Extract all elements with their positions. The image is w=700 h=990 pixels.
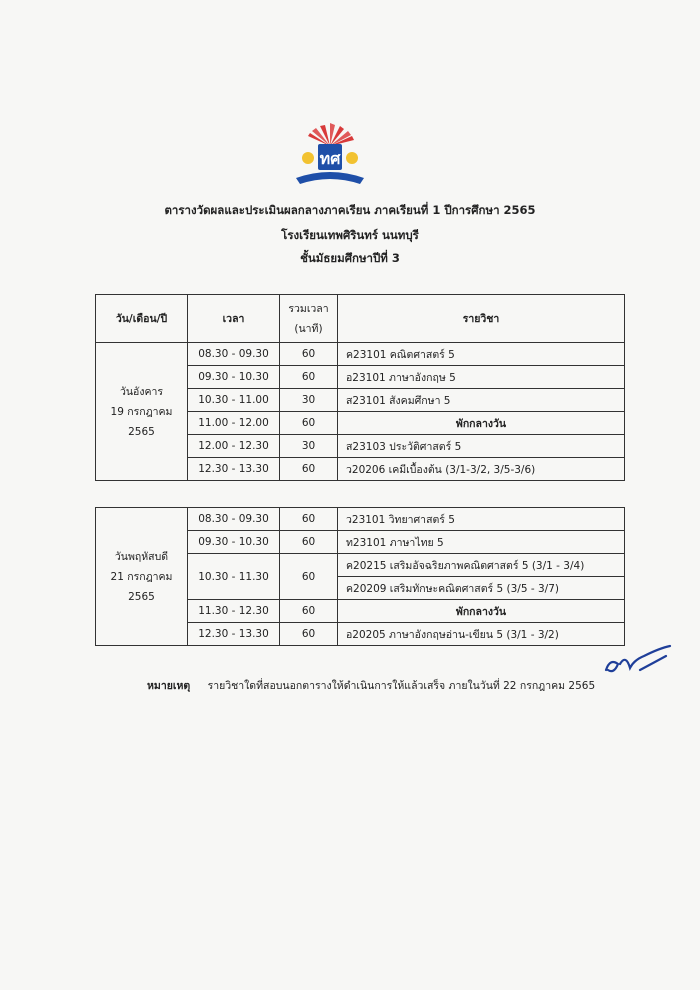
subject-cell: ว23101 วิทยาศาสตร์ 5 <box>338 508 625 531</box>
school-logo <box>288 122 372 192</box>
day-cell <box>96 343 188 481</box>
day-cell <box>96 508 188 646</box>
time-cell: 08.30 - 09.30 <box>188 343 280 366</box>
time-cell: 10.30 - 11.00 <box>188 389 280 412</box>
handwritten-signature <box>600 640 675 680</box>
subject-cell: ว20206 เคมีเบื้องต้น (3/1-3/2, 3/5-3/6) <box>338 458 625 481</box>
subject-cell: ท23101 ภาษาไทย 5 <box>338 531 625 554</box>
day-weekday: วันอังคาร <box>119 385 164 398</box>
header-subject: รายวิชา <box>338 295 625 343</box>
table-header-row <box>96 295 625 343</box>
document-title: ตารางวัดผลและประเมินผลกลางภาคเรียน ภาคเรียนที่ 1 ปีการศึกษา 2565 <box>164 203 536 217</box>
duration-cell: 60 <box>280 508 338 531</box>
time-cell: 11.00 - 12.00 <box>188 412 280 435</box>
logo-ribbon <box>296 172 364 184</box>
footnote <box>147 677 595 694</box>
time-cell: 12.00 - 12.30 <box>188 435 280 458</box>
time-cell: 08.30 - 09.30 <box>188 508 280 531</box>
duration-cell: 30 <box>280 435 338 458</box>
duration-cell: 30 <box>280 389 338 412</box>
day-date: 19 กรกฎาคม 2565 <box>110 405 173 438</box>
subject-cell: อ20205 ภาษาอังกฤษอ่าน-เขียน 5 (3/1 - 3/2) <box>338 623 625 646</box>
time-cell: 12.30 - 13.30 <box>188 458 280 481</box>
time-cell: 10.30 - 11.30 <box>188 554 280 600</box>
logo-letters: ทศ <box>319 149 341 168</box>
duration-cell: 60 <box>280 531 338 554</box>
time-cell: 09.30 - 10.30 <box>188 531 280 554</box>
table-row <box>96 343 625 366</box>
duration-cell: 60 <box>280 366 338 389</box>
subject-cell: ค20209 เสริมทักษะคณิตศาสตร์ 5 (3/5 - 3/7) <box>338 577 625 600</box>
duration-cell: 60 <box>280 600 338 623</box>
left-flower <box>302 152 314 164</box>
header-duration-line2: (นาที) <box>294 322 323 335</box>
lunch-break-cell: พักกลางวัน <box>338 600 625 623</box>
lunch-break-cell: พักกลางวัน <box>338 412 625 435</box>
time-cell: 12.30 - 13.30 <box>188 623 280 646</box>
duration-cell: 60 <box>280 412 338 435</box>
duration-cell: 60 <box>280 554 338 600</box>
time-cell: 09.30 - 10.30 <box>188 366 280 389</box>
schedule-table-day2 <box>95 507 625 646</box>
sun-rays <box>308 123 354 146</box>
header-duration <box>280 295 338 343</box>
school-name: โรงเรียนเทพศิรินทร์ นนทบุรี <box>281 228 419 242</box>
day-date: 21 กรกฎาคม 2565 <box>110 570 173 603</box>
footnote-label: หมายเหตุ <box>147 680 191 692</box>
day-weekday: วันพฤหัสบดี <box>114 550 169 563</box>
grade-level: ชั้นมัธยมศึกษาปีที่ 3 <box>300 251 400 265</box>
subject-cell: ส23101 สังคมศึกษา 5 <box>338 389 625 412</box>
subject-cell: ค20215 เสริมอัจฉริยภาพคณิตศาสตร์ 5 (3/1 - 3/4) <box>338 554 625 577</box>
schedule-table-day1 <box>95 294 625 481</box>
subject-cell: ส23103 ประวัติศาสตร์ 5 <box>338 435 625 458</box>
time-cell: 11.30 - 12.30 <box>188 600 280 623</box>
subject-cell: อ23101 ภาษาอังกฤษ 5 <box>338 366 625 389</box>
footnote-text: รายวิชาใดที่สอบนอกตารางให้ดำเนินการให้แล้วเสร็จ ภายในวันที่ 22 กรกฎาคม 2565 <box>207 680 596 692</box>
duration-cell: 60 <box>280 623 338 646</box>
subject-cell: ค23101 คณิตศาสตร์ 5 <box>338 343 625 366</box>
header-duration-line1: รวมเวลา <box>288 302 329 315</box>
header-day: วัน/เดือน/ปี <box>96 295 188 343</box>
duration-cell: 60 <box>280 458 338 481</box>
duration-cell: 60 <box>280 343 338 366</box>
header-time: เวลา <box>188 295 280 343</box>
table-row <box>96 508 625 531</box>
right-flower <box>346 152 358 164</box>
